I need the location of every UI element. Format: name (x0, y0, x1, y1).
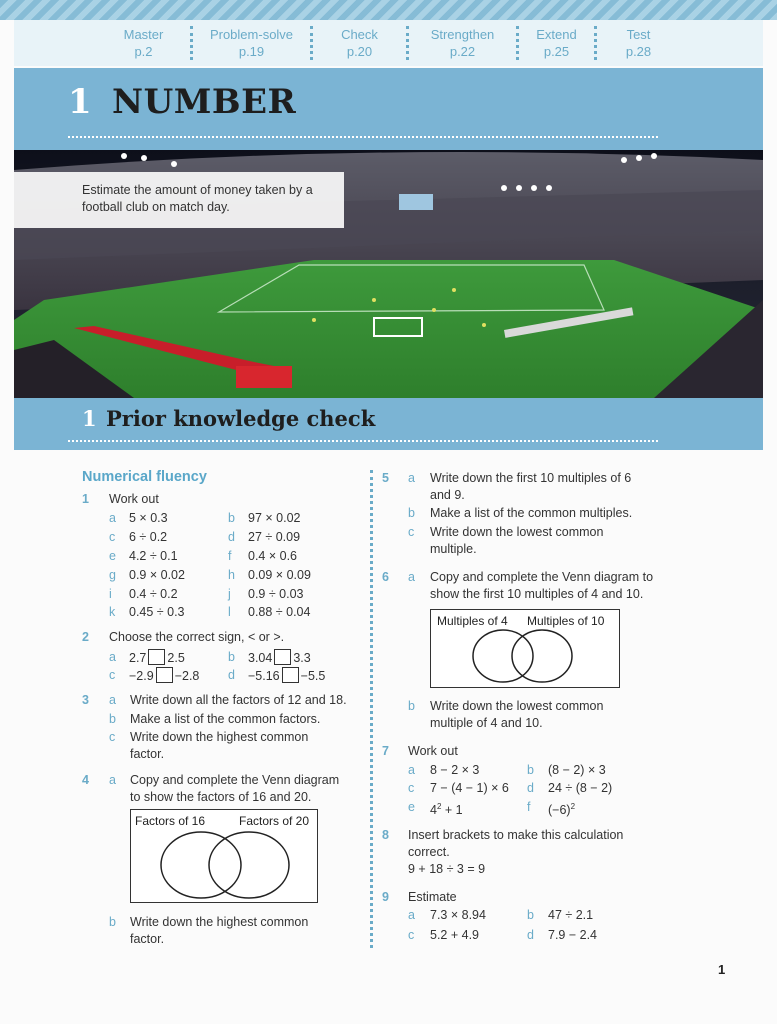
nav-check[interactable]: Check p.20 (312, 20, 408, 66)
nav-problem-solve[interactable]: Problem-solve p.19 (192, 20, 312, 66)
q4-label-a: a (109, 773, 116, 787)
q7-label: b (527, 763, 534, 777)
q1-part: 5 × 0.3 (129, 511, 168, 525)
q9-part: 5.2 + 4.9 (430, 928, 479, 942)
q2-part-c: −2.9 −2.8 (129, 669, 200, 683)
q5-a: Write down the first 10 multiples of 6 (430, 471, 632, 485)
q1-label: k (109, 605, 116, 619)
nav-master[interactable]: Master p.2 (123, 27, 164, 59)
nav-test[interactable]: Test p.28 (596, 20, 682, 66)
q9-text: Estimate (408, 890, 457, 904)
q7-part: (8 − 2) × 3 (548, 763, 606, 777)
q5-label-c: c (408, 525, 415, 539)
q7-label: f (527, 800, 531, 814)
hero-caption-box (14, 172, 344, 228)
venn-left-label: Factors of 16 (135, 814, 206, 828)
q5-a: and 9. (430, 488, 465, 502)
q1-part: 6 ÷ 0.2 (129, 530, 168, 544)
answer-box[interactable] (282, 667, 299, 683)
q2-label: a (109, 650, 116, 664)
venn-right-label: Factors of 20 (239, 814, 310, 828)
q3-b: Make a list of the common factors. (130, 712, 321, 726)
q1-part: 0.88 ÷ 0.04 (248, 605, 311, 619)
venn-factors (130, 809, 318, 903)
q1-label: f (228, 549, 232, 563)
q1-label: d (228, 530, 235, 544)
q6-label-b: b (408, 699, 415, 713)
chapter-title: NUMBER (112, 82, 297, 122)
q1-label: e (109, 549, 116, 563)
q1-label: h (228, 568, 235, 582)
q7-label: a (408, 763, 415, 777)
q1-label: a (109, 511, 116, 525)
q2-number: 2 (82, 630, 89, 644)
q3-number: 3 (82, 693, 89, 707)
q1-part: 0.9 × 0.02 (129, 568, 185, 582)
q4-b: factor. (130, 932, 165, 946)
venn-circles (431, 610, 619, 687)
q1-part: 97 × 0.02 (248, 511, 301, 525)
q6-b: multiple of 4 and 10. (430, 716, 543, 730)
q1-part: 0.45 ÷ 0.3 (129, 605, 185, 619)
q1-label: i (109, 587, 112, 601)
q7-part-f: $(-6)^2$ (548, 802, 576, 818)
q5-number: 5 (382, 471, 389, 485)
answer-box[interactable] (156, 667, 173, 683)
page-number: 1 (718, 962, 726, 977)
q8-number: 8 (382, 828, 389, 842)
q1-part: 0.9 ÷ 0.03 (248, 587, 304, 601)
q1-label: l (228, 605, 231, 619)
q2-label: d (228, 668, 235, 682)
q5-c: multiple. (430, 542, 477, 556)
q7-label: d (527, 781, 534, 795)
q4-number: 4 (82, 773, 89, 787)
q4-a: Copy and complete the Venn diagram (130, 773, 340, 787)
q1-label: g (109, 568, 116, 582)
q8-text: Insert brackets to make this calculation (408, 828, 624, 842)
q5-label-b: b (408, 506, 415, 520)
venn-left-label: Multiples of 4 (437, 614, 508, 628)
q9-part: 7.3 × 8.94 (430, 908, 486, 922)
q5-label-a: a (408, 471, 415, 485)
q7-label: e (408, 800, 415, 814)
pkc-divider (68, 440, 658, 442)
q3-label-b: b (109, 712, 116, 726)
q2-label: b (228, 650, 235, 664)
q1-part: 27 ÷ 0.09 (248, 530, 301, 544)
q1-part: 0.4 × 0.6 (248, 549, 297, 563)
q9-label: d (527, 928, 534, 942)
q7-text: Work out (408, 744, 458, 758)
q3-c: Write down the highest common (130, 730, 309, 744)
q4-a: to show the factors of 16 and 20. (130, 790, 312, 804)
top-hatch-band (0, 0, 777, 20)
q5-b: Make a list of the common multiples. (430, 506, 633, 520)
q3-label-a: a (109, 693, 116, 707)
q1-label: j (228, 587, 231, 601)
venn-right-label: Multiples of 10 (527, 614, 605, 628)
answer-box[interactable] (274, 649, 291, 665)
section-nav (14, 20, 763, 66)
q3-a: Write down all the factors of 12 and 18. (130, 693, 347, 707)
q2-text: Choose the correct sign, < or >. (109, 630, 285, 644)
q6-label-a: a (408, 570, 415, 584)
q4-label-b: b (109, 915, 116, 929)
q6-a: Copy and complete the Venn diagram to (430, 570, 654, 584)
nav-strengthen[interactable]: Strengthen p.22 (408, 20, 518, 66)
q1-text: Work out (109, 492, 159, 506)
column-divider (370, 470, 373, 948)
q2-label: c (109, 668, 116, 682)
q9-label: b (527, 908, 534, 922)
q1-number: 1 (82, 492, 89, 506)
q1-label: b (228, 511, 235, 525)
q4-b: Write down the highest common (130, 915, 309, 929)
q1-part: 0.09 × 0.09 (248, 568, 311, 582)
answer-box[interactable] (148, 649, 165, 665)
q7-part: 24 ÷ (8 − 2) (548, 781, 613, 795)
q9-label: c (408, 928, 415, 942)
hero-caption: Estimate the amount of money taken by a football club on match day. (82, 183, 313, 214)
q3-c: factor. (130, 747, 165, 761)
q6-a: show the first 10 multiples of 4 and 10. (430, 587, 644, 601)
q7-label: c (408, 781, 415, 795)
banner-divider (68, 136, 658, 138)
pkc-number: 1 (82, 406, 97, 431)
q2-part-b: 3.04 3.3 (248, 651, 311, 665)
numerical-fluency-heading: Numerical fluency (82, 469, 207, 485)
q9-number: 9 (382, 890, 389, 904)
q9-label: a (408, 908, 415, 922)
q6-b: Write down the lowest common (430, 699, 604, 713)
nav-extend[interactable]: Extend p.25 (518, 20, 596, 66)
venn-circles (131, 810, 317, 902)
q7-number: 7 (382, 744, 389, 758)
q8-text: correct. (408, 845, 450, 859)
q1-part: 4.2 ÷ 0.1 (129, 549, 178, 563)
q7-part: 7 − (4 − 1) × 6 (430, 781, 509, 795)
q5-c: Write down the lowest common (430, 525, 604, 539)
q1-part: 0.4 ÷ 0.2 (129, 587, 178, 601)
q7-part-e: $4^2 + 1$ (430, 802, 463, 818)
q9-part: 7.9 − 2.4 (548, 928, 597, 942)
venn-multiples (430, 609, 620, 688)
q2-part-a: 2.7 2.5 (129, 651, 185, 665)
q1-label: c (109, 530, 116, 544)
q3-label-c: c (109, 730, 116, 744)
q2-part-d: −5.16 −5.5 (248, 669, 326, 683)
q9-part: 47 ÷ 2.1 (548, 908, 594, 922)
q7-part: 8 − 2 × 3 (430, 763, 480, 777)
q6-number: 6 (382, 570, 389, 584)
pkc-title: Prior knowledge check (106, 406, 376, 431)
chapter-number: 1 (68, 82, 92, 122)
q8-calc: 9 + 18 ÷ 3 = 9 (408, 862, 486, 876)
